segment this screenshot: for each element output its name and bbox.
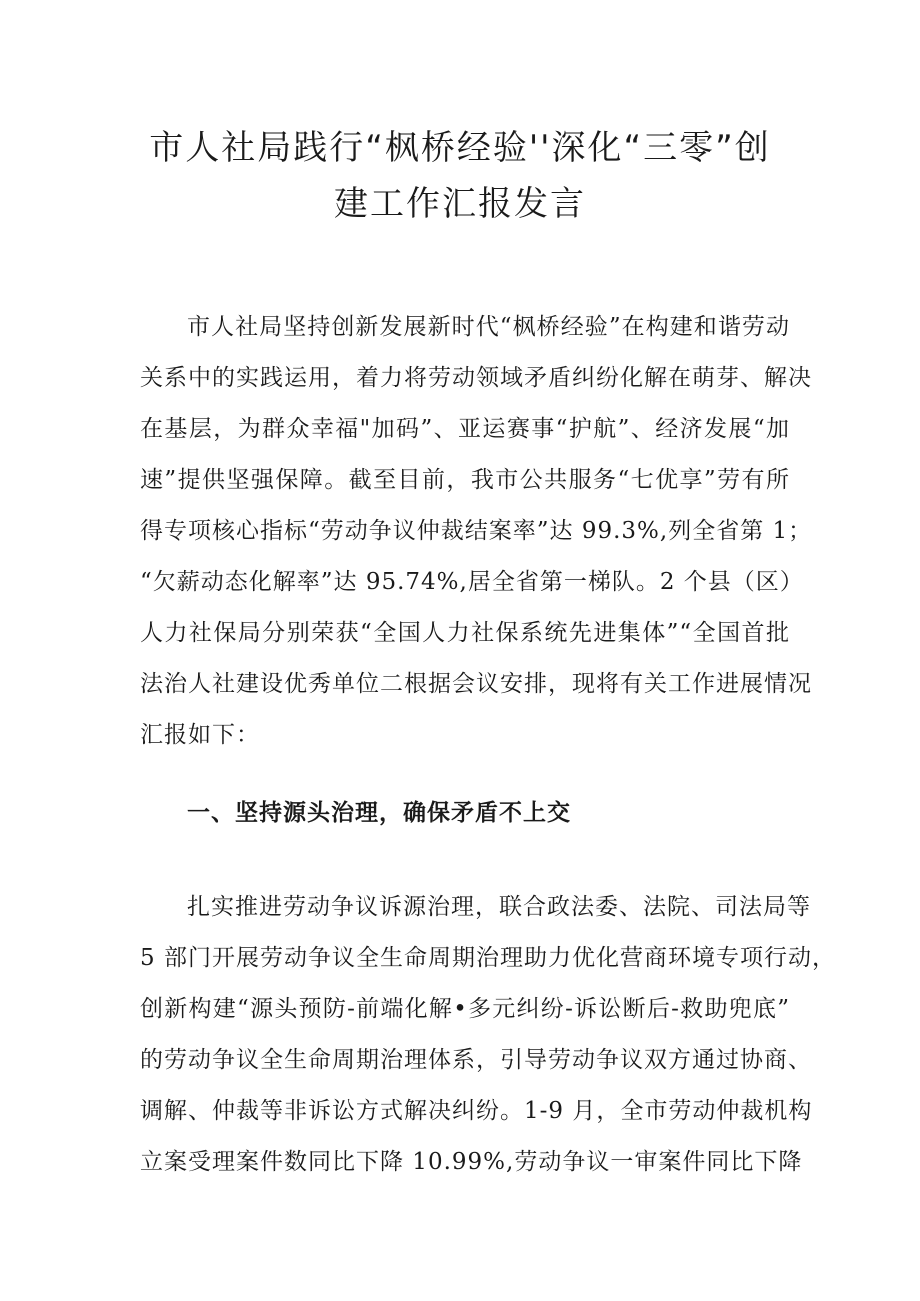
- paragraph-line: 调解、仲裁等非诉讼方式解决纠纷。1-9 月，全市劳动仲裁机构: [140, 1098, 813, 1124]
- paragraph-line: 速”提供坚强保障。截至目前，我市公共服务“七优享”劳有所: [140, 467, 790, 493]
- document-title-line-1: 市人社局践行“枫桥经验''深化“三零”创: [149, 128, 771, 168]
- paragraph-line: 创新构建“源头预防-前端化解•多元纠纷-诉讼断后-救助兜底”: [140, 996, 790, 1022]
- paragraph-line: 5 部门开展劳动争议全生命周期治理助力优化营商环境专项行动，: [140, 945, 836, 971]
- paragraph-line: 立案受理案件数同比下降 10.99%,劳动争议一审案件同比下降: [140, 1149, 803, 1175]
- section-heading-1: 一、坚持源头治理，确保矛盾不上交: [187, 799, 571, 826]
- paragraph-intro: [140, 302, 813, 761]
- paragraph-section-1: [140, 882, 836, 1188]
- paragraph-line: 市人社局坚持创新发展新时代“枫桥经验”在构建和谐劳动: [187, 314, 790, 340]
- paragraph-line: 汇报如下：: [140, 722, 260, 748]
- paragraph-line: 扎实推进劳动争议诉源治理，联合政法委、法院、司法局等: [187, 894, 811, 920]
- paragraph-line: “欠薪动态化解率”达 95.74%,居全省第一梯队。2 个县（区）: [140, 569, 804, 595]
- paragraph-line: 的劳动争议全生命周期治理体系，引导劳动争议双方通过协商、: [140, 1047, 812, 1073]
- paragraph-line: 得专项核心指标“劳动争议仲裁结案率”达 99.3%,列全省第 1；: [140, 518, 813, 544]
- paragraph-line: 法治人社建设优秀单位二根据会议安排，现将有关工作进展情况: [140, 671, 812, 697]
- document-title-line-2: 建工作汇报发言: [334, 184, 586, 224]
- paragraph-line: 人力社保局分别荣获“全国人力社保系统先进集体”“全国首批: [140, 620, 790, 646]
- paragraph-line: 在基层，为群众幸福"加码”、亚运赛事“护航”、经济发展“加: [140, 416, 790, 442]
- paragraph-line: 关系中的实践运用，着力将劳动领域矛盾纠纷化解在萌芽、解决: [140, 365, 812, 391]
